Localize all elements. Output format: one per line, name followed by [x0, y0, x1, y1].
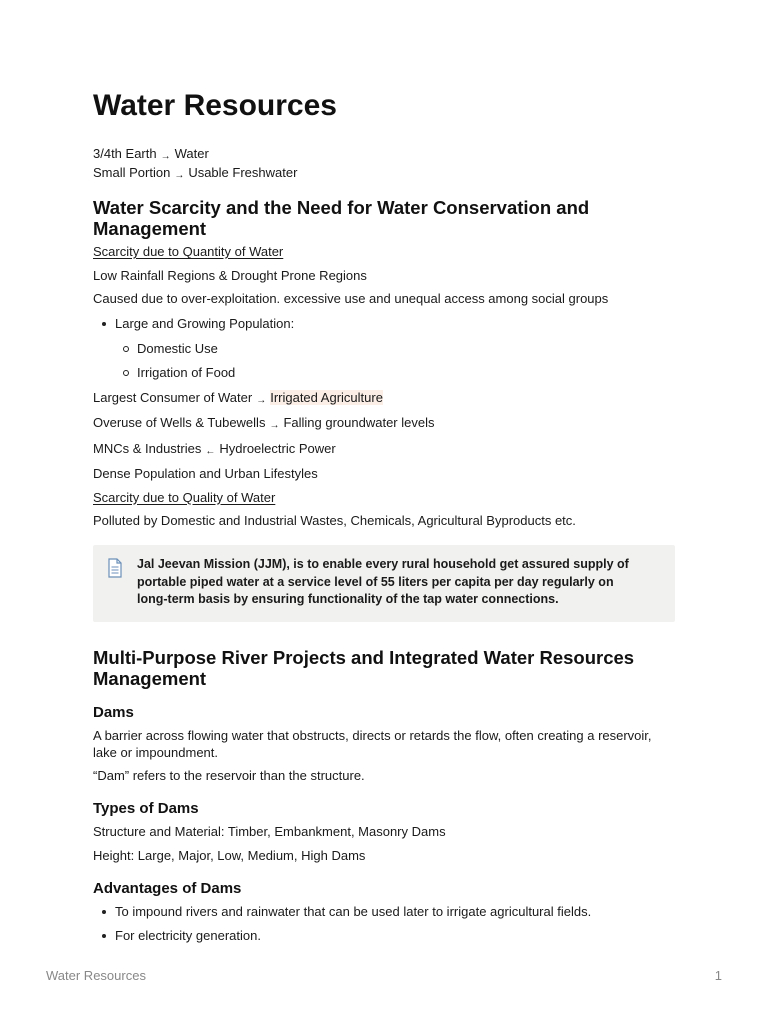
- paragraph: Structure and Material: Timber, Embankment, Masonry Dams: [93, 824, 446, 839]
- intro-line: [93, 164, 297, 183]
- paragraph: Dense Population and Urban Lifestyles: [93, 466, 318, 481]
- section-heading-river-projects: Multi-Purpose River Projects and Integrated Water Resources Management: [93, 646, 635, 689]
- callout: [93, 545, 675, 622]
- intro-line: [93, 145, 297, 164]
- sub-list-item: Irrigation of Food: [93, 364, 675, 381]
- list-item: Large and Growing Population:: [93, 315, 675, 332]
- paragraph: Low Rainfall Regions & Drought Prone Regions: [93, 267, 367, 283]
- paragraph: Polluted by Domestic and Industrial Wastes, Chemicals, Agricultural Byproducts etc.: [93, 513, 576, 528]
- subheading-advantages: Advantages of Dams: [93, 879, 242, 897]
- arrow-right-icon: →: [174, 170, 185, 181]
- sub-list-item: Domestic Use: [93, 340, 675, 357]
- paragraph: [93, 389, 675, 408]
- subheading-dams: Dams: [93, 703, 134, 721]
- subheading-quality: Scarcity due to Quality of Water: [93, 489, 276, 505]
- bullet-list: [93, 903, 675, 945]
- content: [93, 197, 675, 952]
- arrow-right-icon: →: [160, 151, 171, 162]
- intro-right: Water: [174, 146, 209, 161]
- footer-title: Water Resources: [46, 968, 146, 983]
- intro-left: Small Portion: [93, 165, 171, 180]
- paragraph: [93, 440, 675, 459]
- subheading-types-of-dams: Types of Dams: [93, 800, 199, 817]
- text: Hydroelectric Power: [219, 440, 336, 456]
- text: Falling groundwater levels: [283, 415, 435, 430]
- paragraph: [93, 414, 675, 433]
- page-icon: [107, 558, 123, 578]
- section-heading-scarcity: Water Scarcity and the Need for Water Conservation and Management: [93, 197, 590, 239]
- paragraph: A barrier across flowing water that obstructs, directs or retards the flow, often creating a reservoir, lake or impoundment.: [93, 727, 652, 760]
- list-item: To impound rivers and rainwater that can be used later to irrigate agricultural fields.: [93, 903, 675, 920]
- page-title: Water Resources: [93, 89, 337, 122]
- text: Largest Consumer of Water: [93, 389, 253, 405]
- paragraph: Height: Large, Major, Low, Medium, High Dams: [93, 847, 366, 863]
- callout-text: Jal Jeevan Mission (JJM), is to enable every rural household get assured supply of portable piped water at a service level of 55 liters per capita per day regularly on long-term basis by ensuring functionality of the tap water connections.: [137, 557, 629, 606]
- intro-left: 3/4th Earth: [93, 146, 157, 161]
- paragraph: Caused due to over-exploitation. excessive use and unequal access among social groups: [93, 291, 609, 306]
- text: MNCs & Industries: [93, 440, 202, 456]
- arrow-right-icon: →: [256, 394, 267, 406]
- arrow-right-icon: →: [269, 420, 280, 431]
- list-item: For electricity generation.: [93, 927, 675, 944]
- arrow-left-icon: ←: [205, 445, 216, 457]
- page-number: 1: [714, 968, 722, 983]
- highlighted-text: Irrigated Agriculture: [270, 389, 383, 405]
- subheading-quantity: Scarcity due to Quantity of Water: [93, 244, 284, 259]
- bullet-list: [93, 315, 675, 381]
- intro-right: Usable Freshwater: [188, 165, 298, 180]
- paragraph: “Dam” refers to the reservoir than the structure.: [93, 768, 365, 783]
- text: Overuse of Wells & Tubewells: [93, 415, 266, 430]
- intro: [93, 145, 297, 183]
